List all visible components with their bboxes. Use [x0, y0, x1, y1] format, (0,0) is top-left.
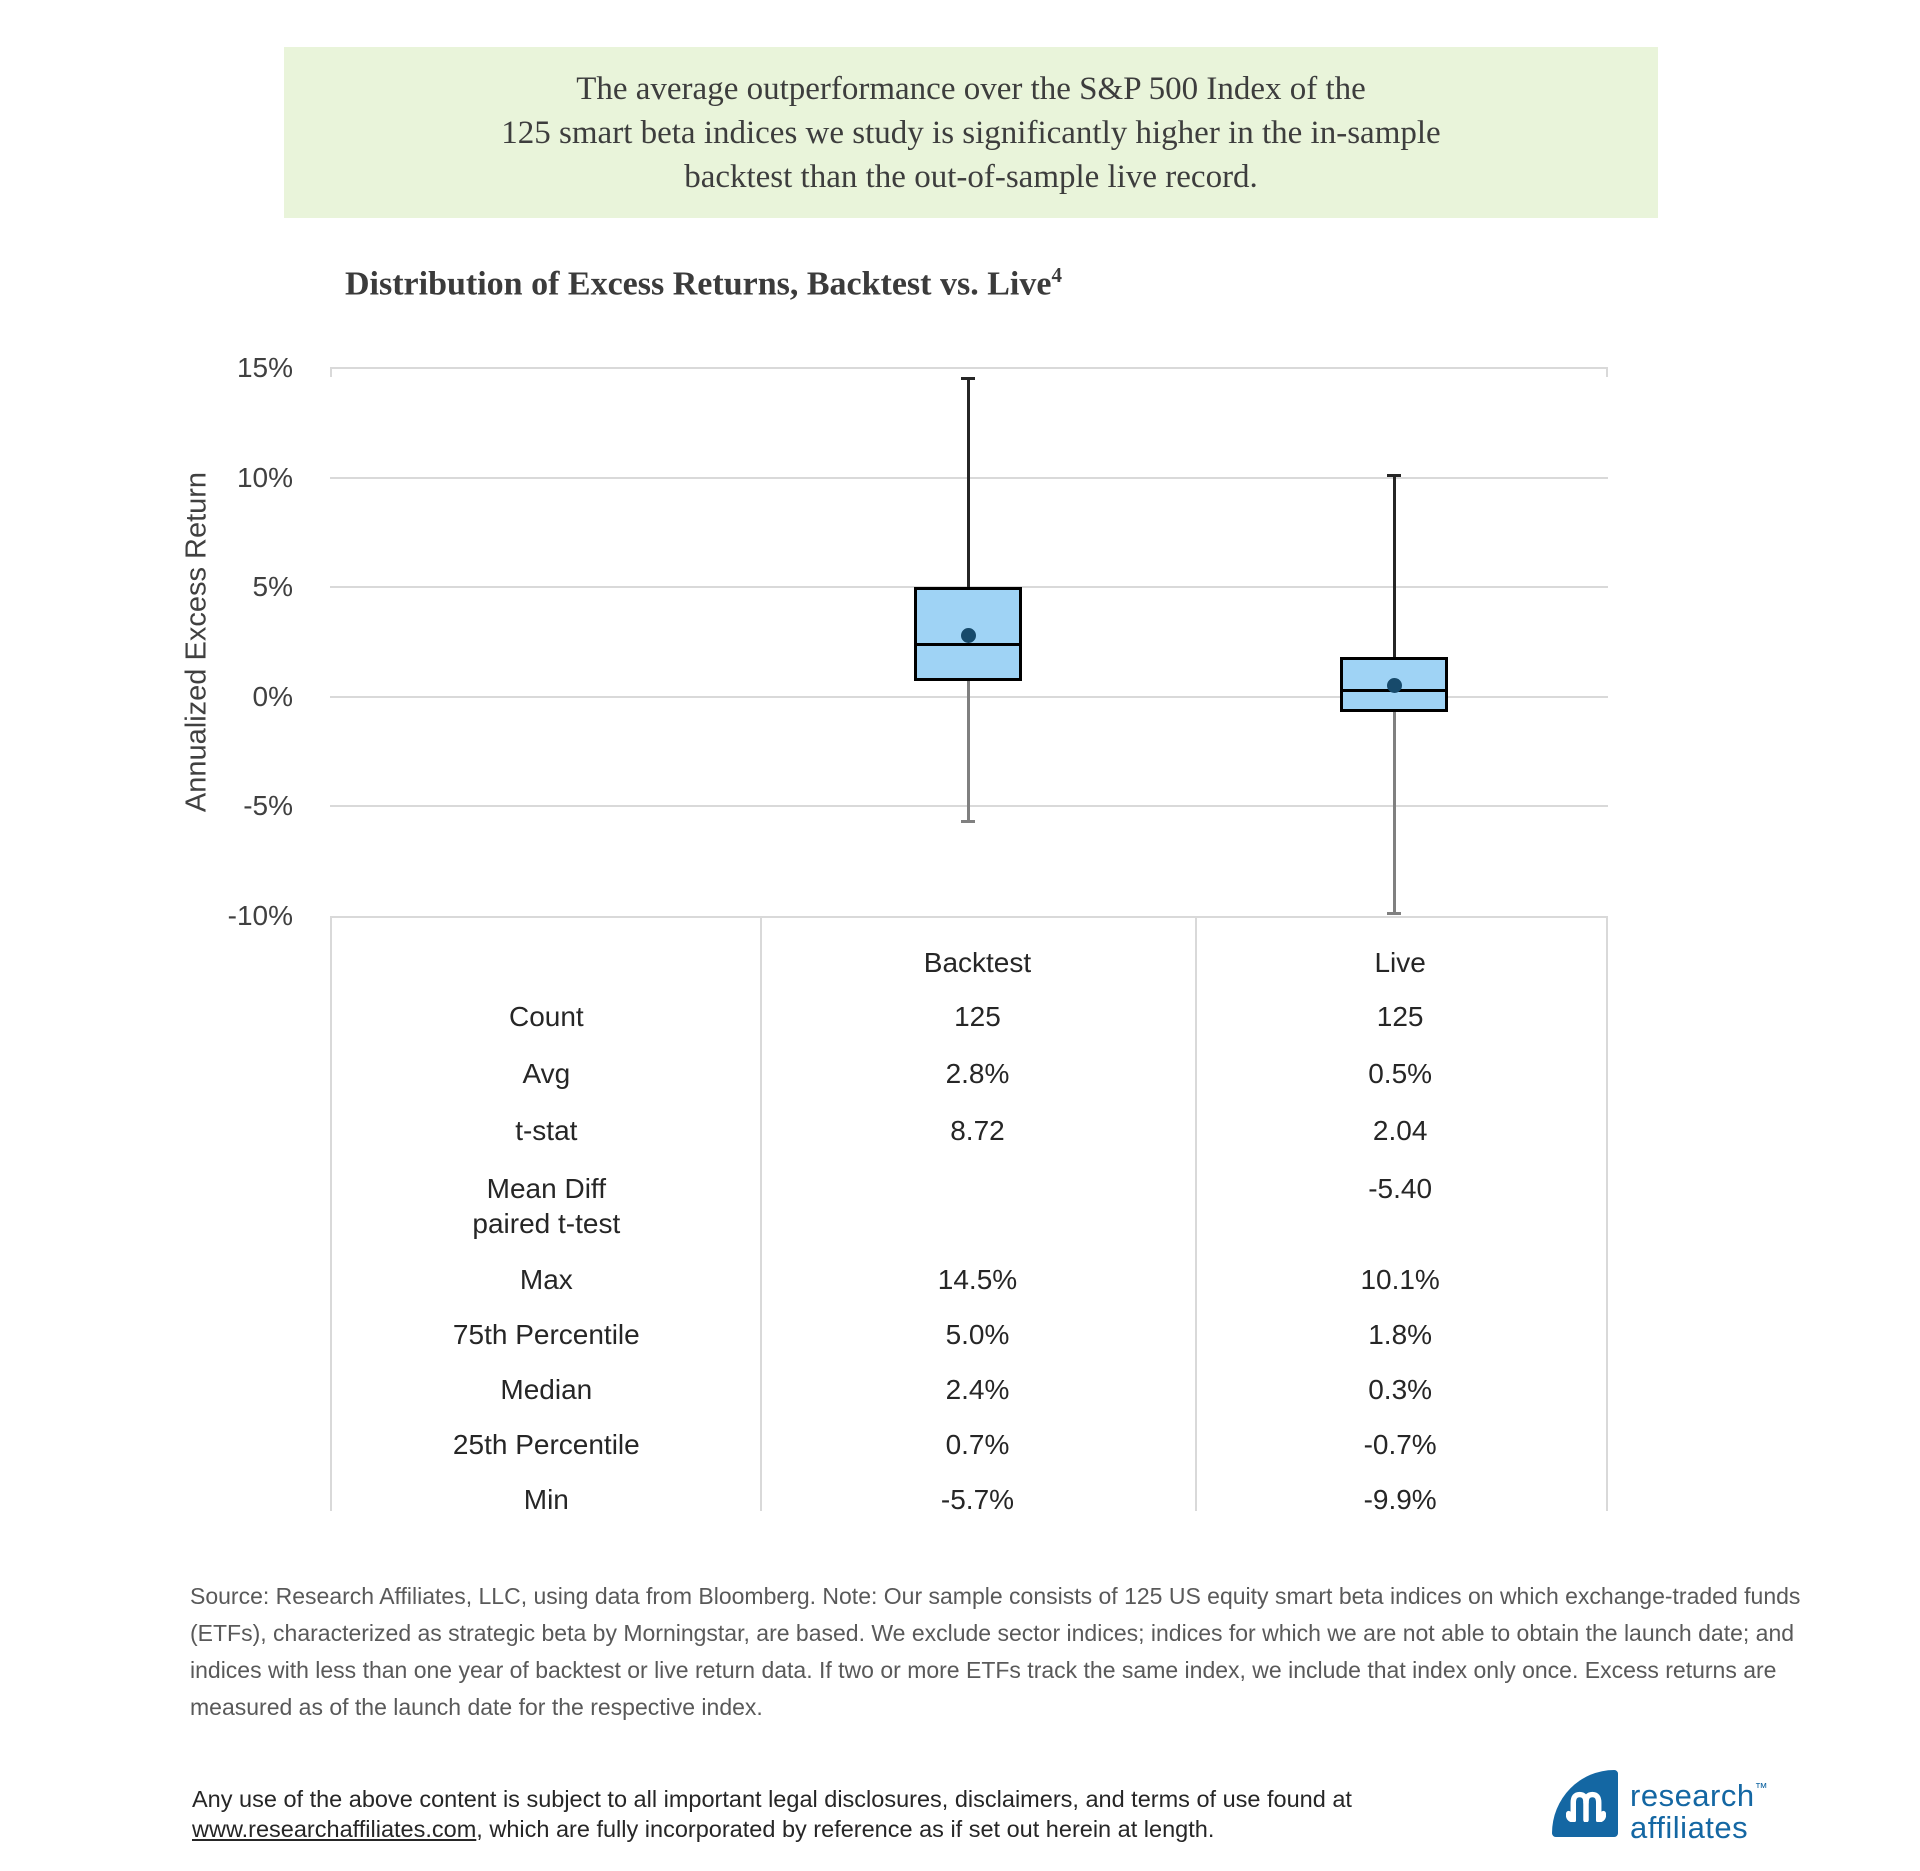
research-affiliates-logo [1552, 1770, 1892, 1845]
backtest-value: 5.0% [945, 1319, 1010, 1350]
median-line-Backtest [914, 643, 1022, 646]
logo-word-research: research [1630, 1778, 1755, 1813]
statistics-table [330, 916, 1608, 1515]
live-value: 10.1% [1360, 1264, 1440, 1295]
y-tick-15: 15% [236, 352, 293, 383]
row-label: Count [508, 1001, 584, 1032]
table-row [332, 1372, 1606, 1407]
row-label: Mean Diff [486, 1173, 606, 1204]
trademark-symbol: ™ [1754, 1780, 1769, 1795]
y-tick-10: 10% [236, 462, 293, 493]
backtest-value: -5.7% [940, 1484, 1015, 1515]
callout-line-2: 125 smart beta indices we study is significantly higher in the in-sample [501, 115, 1441, 151]
logo-wordmark [1630, 1772, 1768, 1844]
backtest-value: 125 [954, 1001, 1001, 1032]
source-note-line: measured as of the launch date for the respective index. [190, 1694, 763, 1720]
row-label: t-stat [515, 1115, 578, 1146]
disclaimer-text-1: Any use of the above content is subject to all important legal disclosures, disclaimers, and terms of use found at [192, 1786, 1352, 1812]
mean-dot-Live [1387, 678, 1402, 693]
legal-disclaimer [192, 1784, 1492, 1844]
axis-end-tick-left [330, 368, 332, 377]
row-label: Avg [522, 1058, 571, 1089]
header-live: Live [1374, 947, 1426, 978]
source-note-line: (ETFs), characterized as strategic beta by Morningstar, are based. We exclude sector indices; indices for which we are not able to obtain the launch date; and [190, 1620, 1795, 1646]
researchaffiliates-link[interactable]: www.researchaffiliates.com [192, 1816, 477, 1842]
source-note-line: indices with less than one year of backtest or live return data. If two or more ETFs track the same index, we include that index only once. Excess returns are [190, 1657, 1777, 1683]
y-tick-neg5: -5% [243, 790, 293, 821]
table-row [332, 1171, 1606, 1241]
whisker-lower-cap-Live [1387, 912, 1401, 915]
row-label: Median [500, 1374, 593, 1405]
disclaimer-text-2: , which are fully incorporated by reference as if set out herein at length. [476, 1816, 1215, 1842]
backtest-value: 2.8% [945, 1058, 1010, 1089]
live-value: -0.7% [1363, 1429, 1437, 1460]
y-tick-neg10: -10% [227, 900, 293, 931]
backtest-value: 14.5% [937, 1264, 1018, 1295]
table-row [332, 1482, 1606, 1517]
row-label: 25th Percentile [452, 1429, 640, 1460]
header-backtest: Backtest [923, 947, 1032, 978]
live-value: -5.40 [1368, 1173, 1433, 1204]
live-value: -9.9% [1363, 1484, 1437, 1515]
live-value: 125 [1376, 1001, 1424, 1032]
row-label: Min [523, 1484, 569, 1515]
live-value: 2.04 [1372, 1115, 1428, 1146]
callout-line-3: backtest than the out-of-sample live record. [684, 159, 1258, 195]
axis-end-tick-right [1606, 368, 1608, 377]
y-tick-5: 5% [252, 571, 293, 602]
chart-title-text: Distribution of Excess Returns, Backtest vs. Live [345, 265, 1052, 303]
mean-dot-Backtest [961, 628, 976, 643]
whisker-lower-Live [1393, 712, 1396, 914]
live-value: 0.3% [1368, 1374, 1433, 1405]
chart-title [345, 263, 1062, 303]
whisker-lower-Backtest [967, 681, 970, 821]
live-value: 0.5% [1368, 1058, 1433, 1089]
table-row [332, 1317, 1606, 1352]
callout-box [284, 47, 1658, 218]
table-row [332, 1113, 1606, 1148]
backtest-value [761, 1171, 1195, 1241]
row-label: 75th Percentile [452, 1319, 640, 1350]
table-header-row [332, 945, 1606, 980]
logo-badge [1552, 1770, 1618, 1837]
whisker-upper-cap-Live [1387, 474, 1401, 477]
table-row [332, 1262, 1606, 1297]
backtest-value: 2.4% [945, 1374, 1010, 1405]
header-empty [332, 945, 761, 980]
gridline-15 [330, 367, 1608, 369]
logo-word-affiliates: affiliates [1630, 1810, 1749, 1845]
row-label: Max [519, 1264, 573, 1295]
callout-line-1: The average outperformance over the S&P 500 Index of the [576, 71, 1366, 107]
row-label-line2: paired t-test [472, 1208, 621, 1239]
table-row [332, 999, 1606, 1034]
whisker-upper-Backtest [967, 379, 970, 587]
ra-monogram-icon [1566, 1788, 1606, 1822]
whisker-upper-cap-Backtest [961, 377, 975, 380]
source-note-line: Source: Research Affiliates, LLC, using data from Bloomberg. Note: Our sample consists of 125 US equity smart beta indices on which exchange-traded funds [190, 1583, 1801, 1609]
backtest-value: 8.72 [950, 1115, 1005, 1146]
whisker-lower-cap-Backtest [961, 820, 975, 823]
source-note [190, 1578, 1810, 1726]
backtest-value: 0.7% [945, 1429, 1010, 1460]
whisker-upper-Live [1393, 475, 1396, 657]
y-axis-title: Annualized Excess Return [180, 471, 213, 813]
y-tick-0: 0% [252, 681, 293, 712]
table-row [332, 1427, 1606, 1462]
live-value: 1.8% [1368, 1319, 1433, 1350]
table-row [332, 1056, 1606, 1091]
chart-title-footnote-marker: 4 [1051, 263, 1062, 287]
